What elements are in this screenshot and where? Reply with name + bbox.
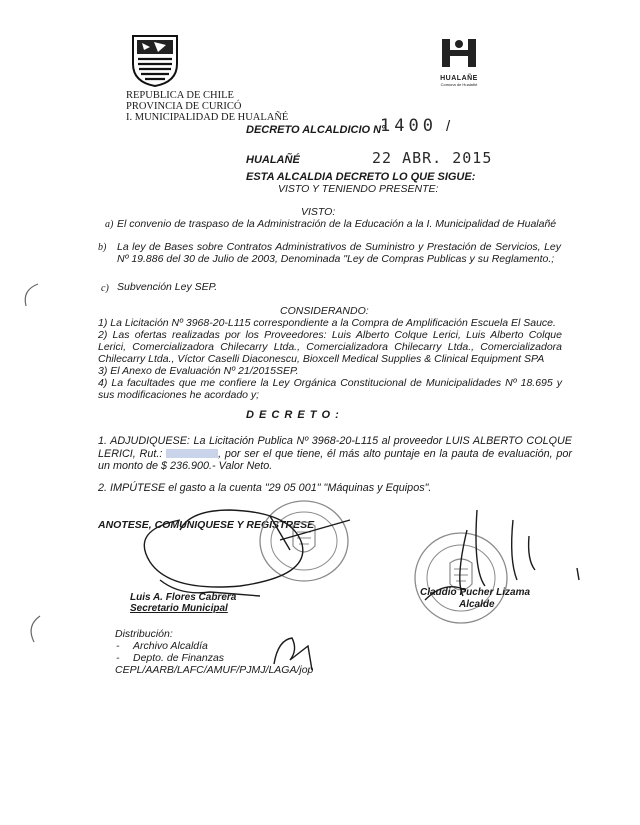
anotese-line: ANOTESE, COMUNIQUESE Y REGISTRESE [98, 519, 315, 531]
header-country: REPUBLICA DE CHILE [126, 90, 234, 101]
margin-hole-mark [18, 280, 42, 310]
header-province: PROVINCIA DE CURICÓ [126, 101, 242, 112]
logo-text: HUALAÑE [440, 75, 478, 82]
visto-item-c: Subvención Ley SEP. [117, 281, 218, 293]
right-signer-name: Claudio Pucher Lizama [420, 587, 531, 598]
distribution-dash-2: - [116, 652, 120, 664]
visto-marker-b: b) [98, 242, 107, 253]
hualane-h-icon [436, 36, 482, 70]
distribution-initials: CEPL/AARB/LAFC/AMUF/PJMJ/LAGA/jop [115, 664, 314, 676]
decree-place: HUALAÑÉ [246, 154, 300, 166]
left-signer-title: Secretario Municipal [130, 603, 228, 614]
distribution-dash-1: - [116, 640, 120, 652]
visto-marker-a: a) [105, 219, 114, 230]
decree-label: DECRETO ALCALDICIO N° [246, 124, 386, 136]
decreto-item-1 [98, 435, 572, 473]
visto-item-b: La ley de Bases sobre Contratos Administrativos de Suministro y Prestación de Servicios, Ley Nº 19.886 del 30 de Julio de 2003, Denominada "Ley de Compras Publicas y su Reglamento.; [117, 241, 561, 265]
considerando-item-2: 2) Las ofertas realizadas por los Proveedores: Luis Alberto Colque Lerici, Luis Alberto Colque Lerici, Comercializadora Chilecarry Ltda., Comercializadora Chilecarry Ltda., Comercializadora Chilecarry Ltda., Víctor Caselli Diaconescu, Bioxcell Medical Supplies & Clinical Equipment SPA [98, 329, 562, 365]
hualane-logo [436, 36, 482, 88]
left-signer-name: Luis A. Flores Cabrera [130, 592, 237, 603]
considerando-item-1: 1) La Licitación Nº 3968-20-L115 correspondiente a la Compra de Amplificación Escuela El Sauce. [98, 317, 556, 329]
margin-hole-mark-bottom [22, 612, 46, 646]
header-municipality: I. MUNICIPALIDAD DE HUALAÑÉ [126, 112, 289, 123]
municipal-crest [130, 32, 180, 88]
considerando-item-4: 4) La facultades que me confiere la Ley Orgánica Constitucional de Municipalidades Nº 18.695 y sus modificaciones he acordado y; [98, 377, 562, 401]
considerando-title: CONSIDERANDO: [280, 305, 369, 317]
distribution-item-2: Depto. de Finanzas [133, 652, 225, 664]
distribution-item-1: Archivo Alcaldía [133, 640, 208, 652]
rut-redacted [166, 449, 218, 458]
right-signer-title: Alcalde [459, 599, 495, 610]
decreto-item-2: 2. IMPÚTESE el gasto a la cuenta "29 05 001" "Máquinas y Equipos". [98, 482, 432, 494]
visto-item-a: El convenio de traspaso de la Administración de la Educación a la I. Municipalidad de Hualañé [117, 218, 557, 230]
decreto-item-1-cont: , por ser el que tiene, él más alto puntaje en la pauta de evaluación, por un monto de $ 236.900.- Valor Neto. [98, 447, 573, 472]
decreto-title: D E C R E T O : [246, 409, 340, 421]
considerando-item-3: 3) El Anexo de Evaluación Nº 21/2015SEP. [98, 365, 299, 377]
decree-intro: ESTA ALCALDIA DECRETO LO QUE SIGUE: [246, 171, 476, 183]
visto-teniendo: VISTO Y TENIENDO PRESENTE: [278, 183, 439, 195]
decree-date: 22 ABR. 2015 [372, 149, 493, 167]
visto-marker-c: c) [101, 283, 109, 294]
logo-subtext: Comuna de Hualañé [440, 82, 478, 87]
decree-number-slash: / [446, 118, 451, 135]
visto-title: VISTO: [301, 206, 336, 218]
distribution-title: Distribución: [115, 628, 173, 640]
decreto-item-1-text: 1. ADJUDIQUESE: La Licitación Publica Nº 3968-20-L115 al proveedor LUIS ALBERTO COLQUE LERICI, Rut.: [98, 435, 572, 460]
decree-number: 1400 [380, 116, 437, 136]
